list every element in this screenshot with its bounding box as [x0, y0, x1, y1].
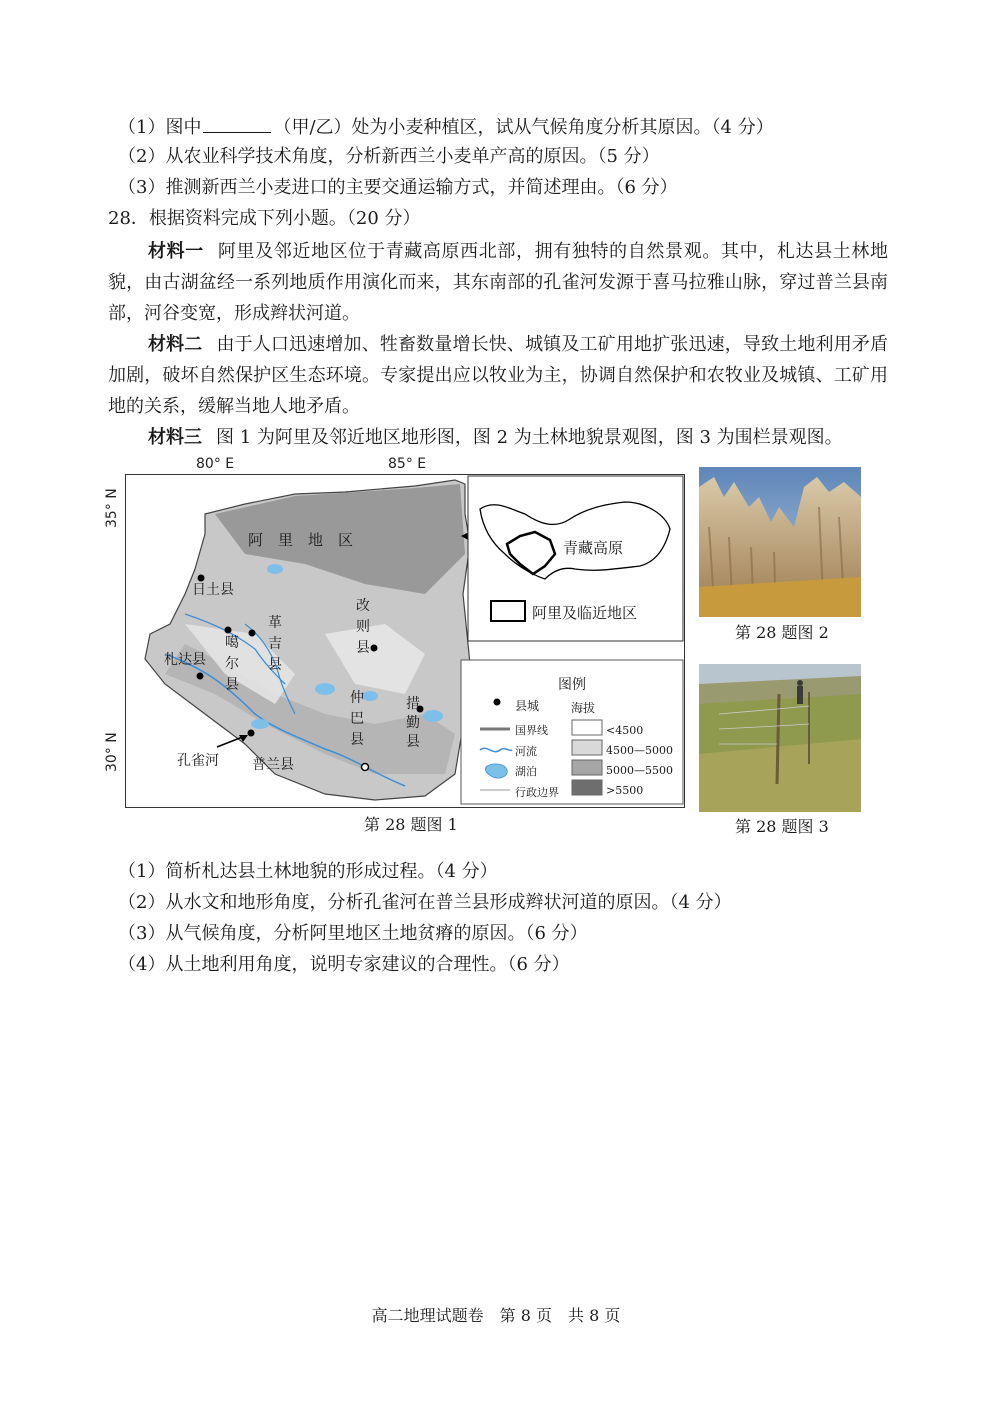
material-3-text: 图 1 为阿里及邻近地区地形图，图 2 为土林地貌景观图，图 3 为围栏景观图。: [216, 427, 843, 448]
county-zhongba: 仲巴县: [350, 690, 364, 748]
material-2-label: 材料二: [148, 334, 203, 355]
material-1: [108, 236, 888, 329]
q27-sub2: （2）从农业科学技术角度，分析新西兰小麦单产高的原因。（5 分）: [118, 146, 660, 167]
q27-sub1-suffix: （甲/乙）处为小麦种植区，试从气候角度分析其原因。（4 分）: [273, 117, 774, 138]
q28-sub2: （2）从水文和地形角度，分析孔雀河在普兰县形成辫状河道的原因。（4 分）: [118, 892, 732, 913]
legend-elev-4: >5500: [606, 784, 644, 797]
region-label: 阿 里 地 区: [248, 531, 354, 549]
material-2: [108, 329, 888, 422]
lat-label-35: 35° N: [104, 488, 120, 528]
q27-sub1-prefix: （1）图中: [118, 117, 202, 138]
county-gaize: 改则县: [356, 598, 370, 656]
legend-lake: 湖泊: [515, 765, 537, 778]
legend-county: 县城: [515, 699, 540, 713]
legend-elevation: 海拔: [571, 701, 596, 715]
legend-admin: 行政边界: [515, 786, 559, 799]
fig2-caption: 第 28 题图 2: [735, 623, 829, 642]
county-zhada: 札达县: [164, 652, 206, 668]
inset-legend-label: 阿里及临近地区: [532, 604, 638, 622]
material-3-label: 材料三: [148, 427, 202, 448]
lon-label-85: 85° E: [388, 456, 427, 472]
legend-title: 图例: [558, 677, 586, 693]
legend-elev-2: 4500—5000: [606, 744, 673, 757]
material-1-label: 材料一: [148, 241, 204, 262]
river-label-kongque: 孔雀河: [177, 753, 219, 769]
fence-photo: [699, 664, 861, 812]
earth-forest-photo: [699, 467, 861, 617]
answer-blank[interactable]: [203, 114, 271, 133]
fig3-caption: 第 28 题图 3: [735, 817, 829, 836]
q28-sub3: （3）从气候角度，分析阿里地区土地贫瘠的原因。（6 分）: [118, 923, 588, 944]
lon-label-80: 80° E: [196, 456, 235, 472]
legend-elev-1: <4500: [606, 724, 644, 737]
legend-elev-3: 5000—5500: [606, 764, 673, 777]
county-gar: 噶尔县: [225, 635, 239, 693]
county-cuoqin: 措勤县: [406, 696, 420, 750]
q28-sub1: （1）简析札达县土林地貌的形成过程。（4 分）: [118, 861, 498, 882]
fig1-caption: 第 28 题图 1: [364, 815, 458, 834]
lat-label-30: 30° N: [104, 732, 120, 772]
material-2-text: 由于人口迅速增加、牲畜数量增长快、城镇及工矿用地扩张迅速，导致土地利用矛盾加剧，破坏自然保护区生态环境。专家提出应以牧业为主，协调自然保护和农牧业及城镇、工矿用地的关系，缓解当地人地矛盾。: [108, 334, 889, 417]
material-3: [108, 422, 888, 453]
q27-sub1: [118, 114, 774, 140]
q28-sub4: （4）从土地利用角度，说明专家建议的合理性。（6 分）: [118, 954, 570, 975]
legend-river: 河流: [515, 745, 537, 758]
county-geji: 革吉县: [268, 615, 282, 673]
material-1-text: 阿里及邻近地区位于青藏高原西北部，拥有独特的自然景观。其中，札达县土林地貌，由古湖盆经一系列地质作用演化而来，其东南部的孔雀河发源于喜马拉雅山脉，穿过普兰县南部，河谷变宽，形成辫状河道。: [108, 241, 889, 324]
legend-border: 国界线: [515, 724, 548, 737]
county-ritu: 日土县: [192, 582, 234, 598]
inset-plateau-label: 青藏高原: [563, 539, 624, 557]
q28-heading: 28．根据资料完成下列小题。（20 分）: [108, 208, 421, 229]
page-footer: 高二地理试题卷 第 8 页 共 8 页: [371, 1306, 621, 1325]
county-pulan: 普兰县: [252, 757, 294, 773]
q27-sub3: （3）推测新西兰小麦进口的主要交通运输方式，并简述理由。（6 分）: [118, 177, 678, 198]
